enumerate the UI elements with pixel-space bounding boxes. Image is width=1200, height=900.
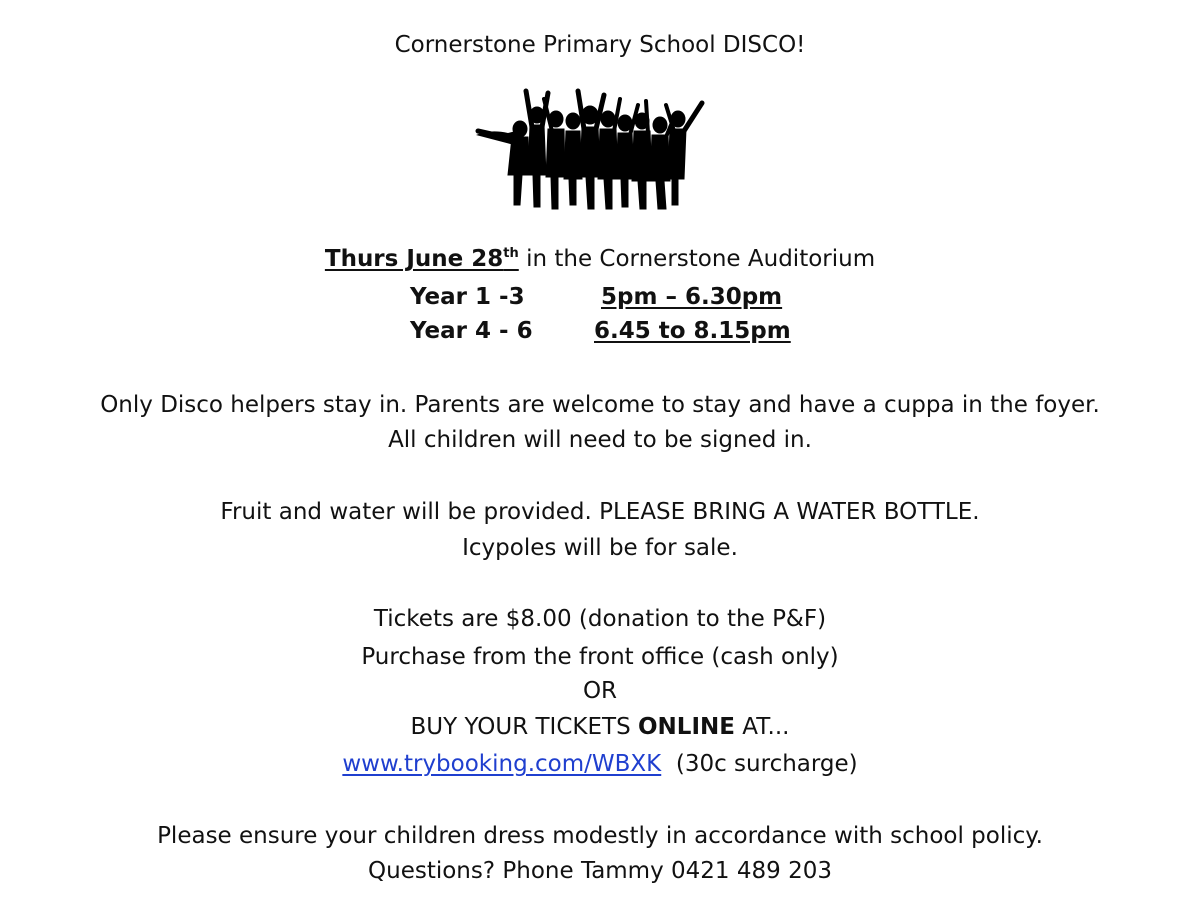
event-date-text: Thurs June 28 bbox=[324, 246, 504, 272]
notice-icypoles: Icypoles will be for sale. bbox=[462, 535, 738, 561]
ticket-surcharge: (30c surcharge) bbox=[661, 751, 858, 777]
session-time: 5pm – 6.30pm bbox=[601, 284, 783, 310]
event-date bbox=[325, 246, 519, 272]
ticket-online-bold: ONLINE bbox=[637, 714, 735, 740]
trybooking-link[interactable]: www.trybooking.com/WBXK bbox=[342, 751, 662, 777]
session-time: 6.45 to 8.15pm bbox=[594, 318, 791, 344]
session-row-seniors bbox=[0, 316, 1200, 346]
event-date-suffix: th bbox=[503, 246, 519, 261]
ticket-or: OR bbox=[582, 678, 618, 704]
ticket-link-line bbox=[0, 749, 1200, 779]
ticket-online-prefix: BUY YOUR TICKETS bbox=[410, 714, 638, 740]
ticket-online bbox=[0, 712, 1200, 742]
ticket-online-suffix: AT... bbox=[734, 714, 790, 740]
dress-code-note: Please ensure your children dress modestly in accordance with school policy. bbox=[157, 823, 1043, 849]
notice-helpers: Only Disco helpers stay in. Parents are welcome to stay and have a cuppa in the foyer. bbox=[100, 392, 1100, 418]
event-date-venue bbox=[0, 244, 1200, 274]
questions-contact: Questions? Phone Tammy 0421 489 203 bbox=[368, 858, 832, 884]
notice-fruit: Fruit and water will be provided. PLEASE BRING A WATER BOTTLE. bbox=[220, 499, 980, 525]
session-row-juniors bbox=[0, 282, 1200, 312]
notice-signin: All children will need to be signed in. bbox=[388, 427, 812, 453]
dancing-children-silhouette-icon bbox=[470, 85, 730, 213]
session-years: Year 4 - 6 bbox=[410, 318, 533, 344]
session-years: Year 1 -3 bbox=[410, 284, 525, 310]
flyer-title: Cornerstone Primary School DISCO! bbox=[394, 32, 806, 58]
ticket-purchase: Purchase from the front office (cash only) bbox=[361, 644, 839, 670]
ticket-price: Tickets are $8.00 (donation to the P&F) bbox=[373, 606, 827, 632]
event-venue: in the Cornerstone Auditorium bbox=[518, 246, 876, 272]
